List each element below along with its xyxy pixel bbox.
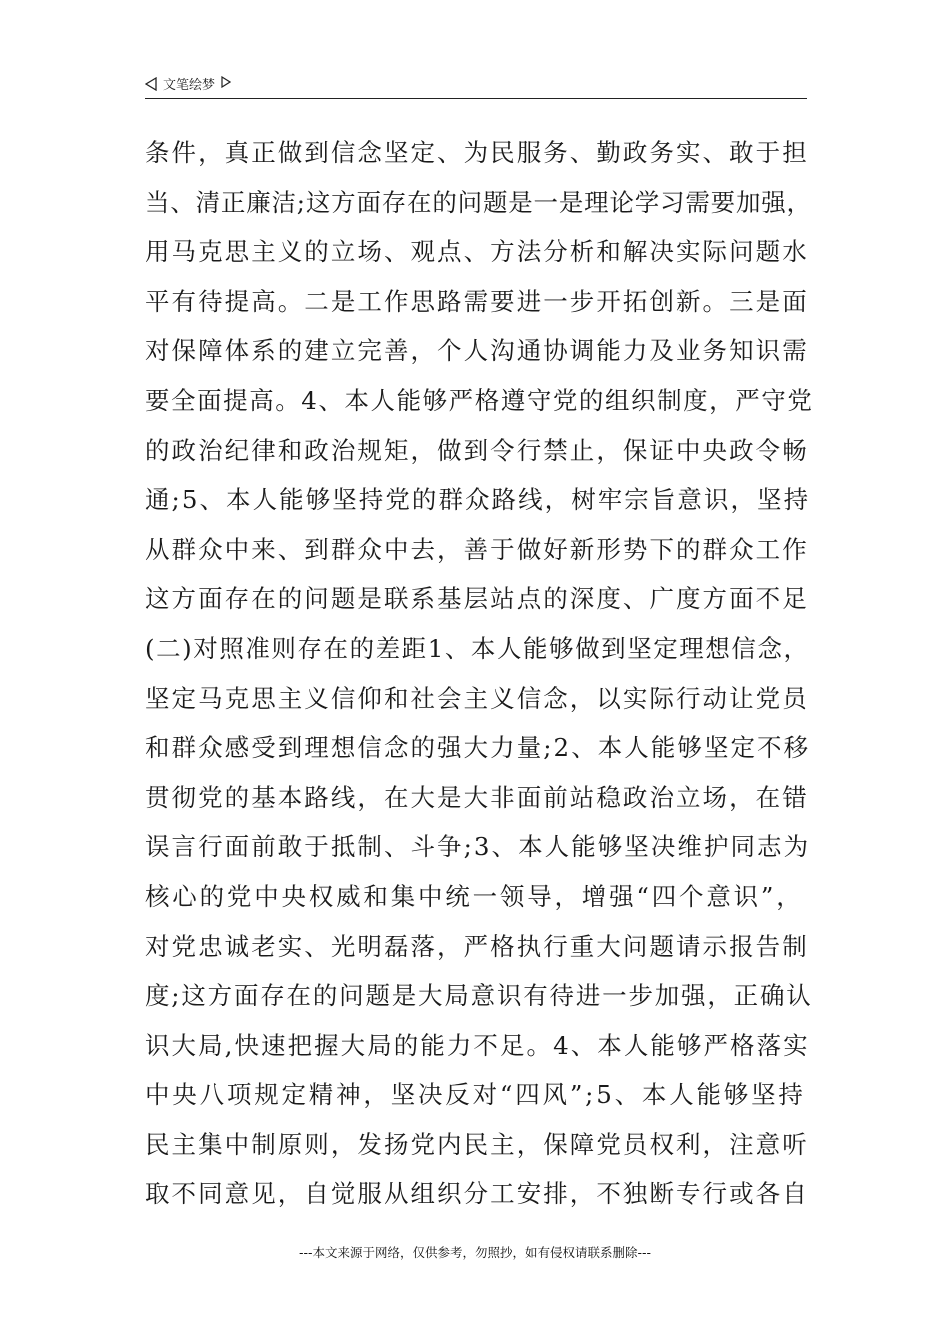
text-line: 坚定马克思主义信仰和社会主义信念，以实际行动让党员 (145, 683, 809, 713)
header-title: 文笔绘梦 (163, 78, 216, 93)
text-line: 用马克思主义的立场、观点、方法分析和解决实际问题水 (145, 237, 809, 267)
left-triangle-icon (145, 77, 157, 91)
text-line: 民主集中制原则，发扬党内民主，保障党员权利，注意听 (145, 1129, 809, 1159)
text-line: 核心的党中央权威和集中统一领导，增强“四个意识”， (145, 881, 804, 911)
text-line: 从群众中来、到群众中去，善于做好新形势下的群众工作 (145, 534, 809, 564)
text-line: 和群众感受到理想信念的强大力量;2、本人能够坚定不移 (145, 733, 811, 763)
header-brand (145, 74, 231, 93)
text-line: 这方面存在的问题是联系基层站点的深度、广度方面不足 (145, 584, 809, 614)
text-line: 度;这方面存在的问题是大局意识有待进一步加强，正确认 (145, 981, 813, 1011)
text-line: 的政治纪律和政治规矩，做到令行禁止，保证中央政令畅 (145, 435, 809, 465)
text-line: 平有待提高。二是工作思路需要进一步开拓创新。三是面 (145, 286, 809, 316)
text-line: 条件，真正做到信念坚定、为民服务、勤政务实、敢于担 (145, 138, 809, 167)
text-line: 要全面提高。4、本人能够严格遵守党的组织制度，严守党 (145, 385, 814, 415)
text-line: 贯彻党的基本路线，在大是大非面前站稳政治立场，在错 (145, 782, 809, 812)
text-line: 取不同意见，自觉服从组织分工安排，不独断专行或各自 (145, 1179, 809, 1209)
footer-disclaimer: ---本文来源于网络，仅供参考，勿照抄，如有侵权请联系删除--- (298, 1245, 652, 1260)
text-line: 通;5、本人能够坚持党的群众路线，树牢宗旨意识，坚持 (145, 485, 811, 515)
right-triangle-icon (221, 76, 231, 88)
text-line: 中央八项规定精神，坚决反对“四风”;5、本人能够坚持 (145, 1080, 806, 1110)
page-header (145, 72, 807, 99)
text-line: 当、清正廉洁;这方面存在的问题是一是理论学习需要加强， (145, 187, 812, 217)
text-line: 对党忠诚老实、光明磊落，严格执行重大问题请示报告制 (145, 931, 809, 961)
text-line: 识大局,快速把握大局的能力不足。4、本人能够严格落实 (145, 1030, 810, 1060)
text-line: 误言行面前敢于抵制、斗争;3、本人能够坚决维护同志为 (145, 832, 811, 862)
text-line: (二)对照准则存在的差距1、本人能够做到坚定理想信念， (145, 633, 810, 663)
text-line: 对保障体系的建立完善，个人沟通协调能力及业务知识需 (145, 336, 809, 366)
document-body (145, 128, 813, 1219)
